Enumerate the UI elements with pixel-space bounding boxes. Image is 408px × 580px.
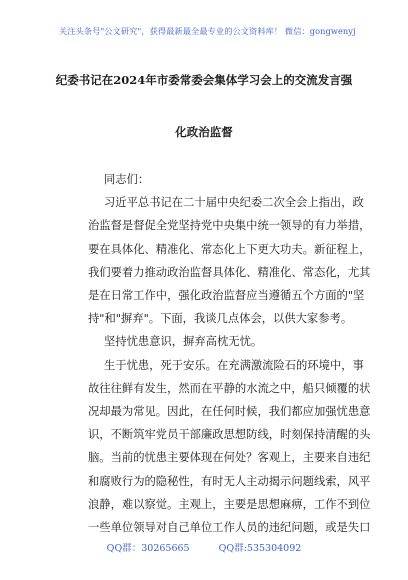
footer-qq-group-1: QQ群：30265665	[106, 543, 190, 554]
footer-qq-group-2: QQ群:535304092	[218, 543, 302, 554]
paragraph-line: 我们要着力推动政治监督具体化、精准化、常态化，尤其	[88, 265, 371, 279]
footer	[0, 540, 408, 554]
paragraph-line: 持"和"摒弃"。下面，我谈几点体会，以供大家参考。	[88, 312, 353, 326]
paragraph-line: 治监督是督促全党坚持党中央集中统一领导的有力举措，	[88, 219, 371, 233]
header-banner: 关注头条号"公文研究"，获得最新最全最专业的公文资料库！ 微信：gongwenyj	[59, 26, 356, 36]
paragraph-line: 故往往鲜有发生，然而在平静的水流之中，船只倾覆的状	[88, 381, 371, 395]
salutation: 同志们：	[104, 173, 150, 186]
paragraph-line: 浪静，难以察觉。主观上，主要是思想麻痹，工作不到位	[88, 497, 371, 511]
paragraph-line: 识，不断筑牢党员干部廉政思想防线，时刻保持清醒的头	[88, 428, 371, 442]
paragraph-line: 生于忧患，死于安乐。在充满激流险石的环境中，事	[104, 358, 364, 372]
paragraph-line: 况却最为常见。因此，在任何时候，我们都应加强忧患意	[88, 405, 371, 418]
paragraph-line: 要在具体化、精准化、常态化上下更大功夫。新征程上，	[88, 242, 371, 256]
document-title-line-1: 纪委书记在2024年市委常委会集体学习会上的交流发言强	[55, 73, 353, 87]
document-title-line-2: 化政治监督	[175, 125, 233, 139]
section-heading: 坚持忧患意识，摒弃高枕无忧。	[104, 335, 263, 349]
paragraph-line: 习近平总书记在二十届中央纪委二次全会上指出，政	[104, 196, 364, 210]
paragraph-line: 一些单位领导对自己单位工作人员的违纪问题，或是失口	[88, 521, 371, 534]
paragraph-line: 脑。当前的忧患主要体现在何处？客观上，主要来自违纪	[88, 451, 371, 465]
paragraph-line: 和腐败行为的隐秘性，有时无人主动揭示问题线索，风平	[88, 474, 371, 488]
paragraph-line: 是在日常工作中，强化政治监督应当遵循五个方面的"坚	[88, 289, 365, 302]
